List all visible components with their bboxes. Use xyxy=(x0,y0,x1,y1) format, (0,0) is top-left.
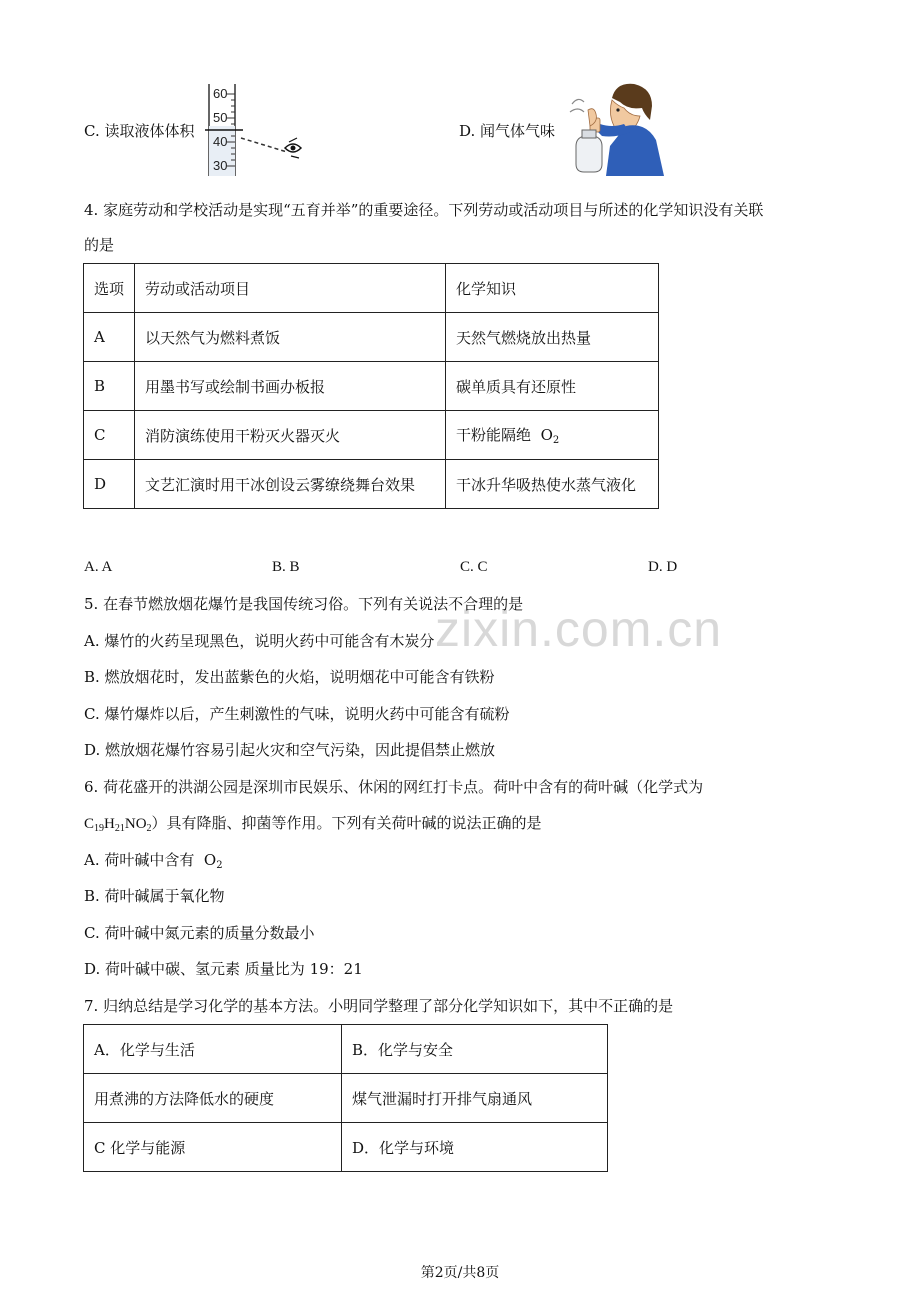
table-header-cell: 化学知识 xyxy=(446,264,659,313)
q3-option-c: C. 读取液体体积 xyxy=(84,122,195,140)
page-footer: 第2页/共8页 xyxy=(420,1265,500,1281)
table-cell: 天然气燃烧放出热量 xyxy=(446,313,659,362)
q5-option-c: C. 爆竹爆炸以后，产生刺激性的气味，说明火药中可能含有硫粉 xyxy=(84,705,510,723)
q7-stem: 7. 归纳总结是学习化学的基本方法。小明同学整理了部分化学知识如下，其中不正确的是 xyxy=(84,997,674,1015)
formula-subscript: 2 xyxy=(216,860,223,871)
q6-stem-text: ）具有降脂、抑菌等作用。下列有关荷叶碱的说法正确的是 xyxy=(151,814,542,832)
formula-element: H xyxy=(104,816,115,832)
tick-label: 40 xyxy=(213,134,228,149)
table-cell: 碳单质具有还原性 xyxy=(446,362,659,411)
option-text: A. 荷叶碱中含有 xyxy=(84,851,195,869)
table-cell: 文艺汇演时用干冰创设云雾缭绕舞台效果 xyxy=(135,460,446,509)
table-cell: D xyxy=(84,460,135,509)
tick-label: 60 xyxy=(213,86,228,101)
q5-option-a: A. 爆竹的火药呈现黑色，说明火药中可能含有木炭分 xyxy=(84,632,435,650)
table-header-cell: 劳动或活动项目 xyxy=(135,264,446,313)
formula-subscript: 2 xyxy=(146,823,152,834)
q6-option-a xyxy=(84,850,223,876)
q6-stem: 6. 荷花盛开的洪湖公园是深圳市民娱乐、休闲的网红打卡点。荷叶中含有的荷叶碱（化学式为 xyxy=(84,778,704,796)
formula-element: C xyxy=(84,816,95,832)
q6-option-b: B. 荷叶碱属于氧化物 xyxy=(84,887,225,905)
table-row xyxy=(84,362,659,411)
table-row xyxy=(84,1074,608,1123)
boy-smelling-gas-icon xyxy=(568,80,668,182)
table-row xyxy=(84,1025,608,1074)
table-cell: 煤气泄漏时打开排气扇通风 xyxy=(342,1074,608,1123)
cell-text: 干粉能隔绝 xyxy=(456,426,532,444)
q5-stem: 5. 在春节燃放烟花爆竹是我国传统习俗。下列有关说法不合理的是 xyxy=(84,595,524,613)
table-cell: 以天然气为燃料煮饭 xyxy=(135,313,446,362)
q4-option-c: C. C xyxy=(460,559,488,575)
table-cell: A．化学与生活 xyxy=(84,1025,342,1074)
table-header-row xyxy=(84,264,659,313)
table-row xyxy=(84,411,659,460)
table-cell xyxy=(446,411,659,460)
table-cell: 用墨书写或绘制书画办板报 xyxy=(135,362,446,411)
watermark: zixin.com.cn xyxy=(435,601,723,657)
q6-option-d: D. 荷叶碱中碳、氢元素 质量比为 19：21 xyxy=(84,960,363,978)
table-cell: 消防演练使用干粉灭火器灭火 xyxy=(135,411,446,460)
q5-option-d: D. 燃放烟花爆竹容易引起火灾和空气污染，因此提倡禁止燃放 xyxy=(84,741,496,759)
q4-stem: 4. 家庭劳动和学校活动是实现“五育并举”的重要途径。下列劳动或活动项目与所述的化学知识没有关联 xyxy=(84,201,764,219)
table-cell: B．化学与安全 xyxy=(342,1025,608,1074)
q3-option-d: D. 闻气体气味 xyxy=(459,122,556,140)
table-cell: 干冰升华吸热使水蒸气液化 xyxy=(446,460,659,509)
table-cell: B xyxy=(84,362,135,411)
table-cell: C 化学与能源 xyxy=(84,1123,342,1172)
q5-option-b: B. 燃放烟花时，发出蓝紫色的火焰，说明烟花中可能含有铁粉 xyxy=(84,668,495,686)
table-cell: A xyxy=(84,313,135,362)
formula-subscript: 2 xyxy=(552,435,560,446)
table-cell: D．化学与环境 xyxy=(342,1123,608,1172)
formula-element: O xyxy=(540,426,553,444)
table-cell: C xyxy=(84,411,135,460)
q4-stem-cont: 的是 xyxy=(84,236,115,254)
q6-option-c: C. 荷叶碱中氮元素的质量分数最小 xyxy=(84,924,315,942)
table-row xyxy=(84,1123,608,1172)
formula-subscript: 19 xyxy=(94,823,105,834)
formula xyxy=(84,816,152,832)
tick-label: 30 xyxy=(213,158,228,173)
q4-option-d: D. D xyxy=(648,559,678,575)
q7-table xyxy=(83,1024,608,1172)
table-header-cell: 选项 xyxy=(84,264,135,313)
q6-stem-cont xyxy=(84,813,542,839)
tick-label: 50 xyxy=(213,110,228,125)
table-cell: 用煮沸的方法降低水的硬度 xyxy=(84,1074,342,1123)
formula-element: NO xyxy=(124,816,147,832)
graduated-cylinder-icon xyxy=(205,82,310,178)
formula-element: O xyxy=(203,851,217,869)
q4-option-a: A. A xyxy=(84,559,113,575)
formula xyxy=(541,426,560,444)
table-row xyxy=(84,460,659,509)
formula-subscript: 21 xyxy=(114,823,125,834)
q4-table xyxy=(83,263,659,509)
q4-option-b: B. B xyxy=(272,559,300,575)
formula xyxy=(204,851,223,869)
table-row xyxy=(84,313,659,362)
